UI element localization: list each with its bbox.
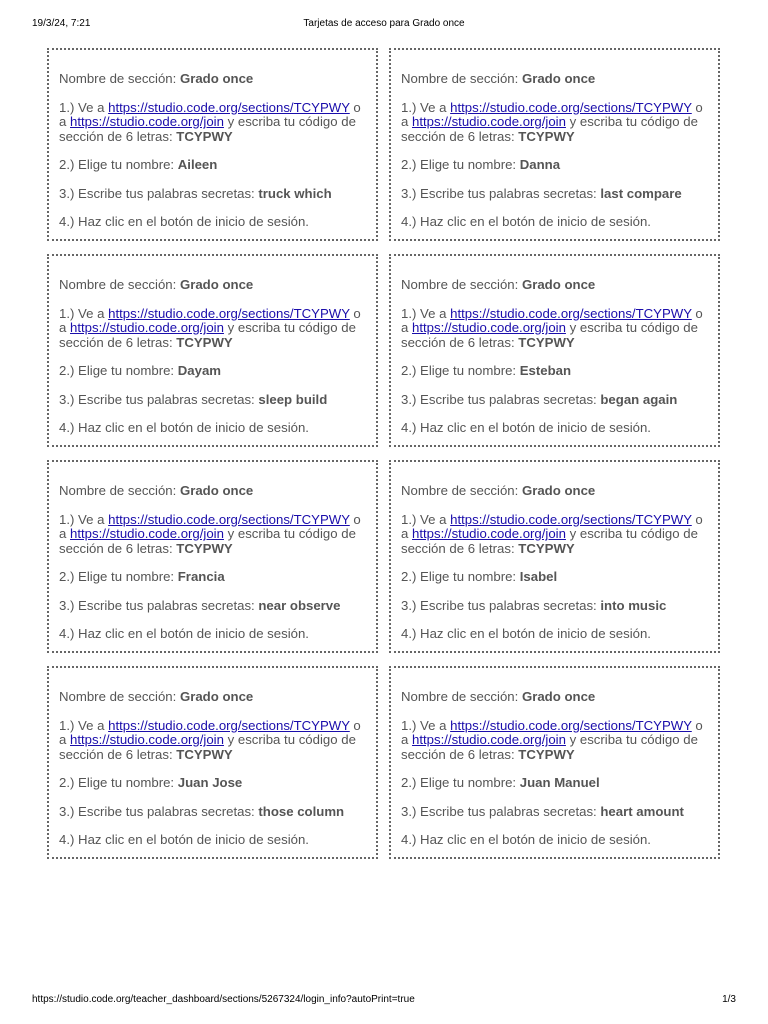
step1-prefix: 1.) Ve a	[401, 511, 451, 527]
step-1	[59, 101, 366, 145]
section-code: TCYPWY	[518, 128, 575, 144]
step-1	[59, 513, 366, 557]
section-name: Grado once	[179, 71, 254, 86]
step2-prefix: 2.) Elige tu nombre:	[401, 363, 520, 378]
secret-words: truck which	[258, 185, 332, 201]
section-name: Grado once	[521, 277, 596, 292]
section-name: Grado once	[521, 483, 596, 498]
print-datetime: 19/3/24, 7:21	[32, 18, 91, 29]
step2-prefix: 2.) Elige tu nombre:	[59, 363, 178, 378]
login-card	[389, 460, 720, 653]
step-1	[59, 719, 366, 763]
section-label: Nombre de sección:	[59, 71, 180, 86]
login-card	[389, 254, 720, 447]
section-label: Nombre de sección:	[59, 483, 180, 498]
print-title: Tarjetas de acceso para Grado once	[303, 18, 465, 29]
section-line	[59, 484, 366, 499]
secret-words: heart amount	[600, 803, 684, 819]
section-link[interactable]: https://studio.code.org/sections/TCYPWY	[108, 511, 350, 527]
step2-prefix: 2.) Elige tu nombre:	[59, 157, 178, 172]
step-4: 4.) Haz clic en el botón de inicio de sesión.	[59, 214, 309, 229]
join-link[interactable]: https://studio.code.org/join	[412, 732, 566, 747]
step3-prefix: 3.) Escribe tus palabras secretas:	[59, 597, 259, 613]
step-2	[59, 776, 366, 791]
step3-prefix: 3.) Escribe tus palabras secretas:	[59, 803, 259, 819]
step1-prefix: 1.) Ve a	[401, 99, 451, 115]
step-4: 4.) Haz clic en el botón de inicio de sesión.	[59, 832, 309, 847]
step-1	[401, 513, 708, 557]
login-card	[389, 666, 720, 859]
section-code: TCYPWY	[518, 334, 575, 350]
step1-prefix: 1.) Ve a	[59, 99, 109, 115]
login-card	[47, 254, 378, 447]
section-link[interactable]: https://studio.code.org/sections/TCYPWY	[108, 717, 350, 733]
secret-words: those column	[258, 803, 345, 819]
step-2	[59, 570, 366, 585]
section-code: TCYPWY	[176, 540, 233, 556]
step1-prefix: 1.) Ve a	[401, 305, 451, 321]
step1-mid: y escriba tu código de sección de 6 letras:	[59, 114, 356, 144]
step1-mid: y escriba tu código de sección de 6 letras:	[59, 732, 356, 762]
student-name: Esteban	[519, 363, 572, 378]
step-2	[401, 570, 708, 585]
print-footer	[0, 992, 768, 1008]
student-name: Danna	[519, 157, 561, 172]
print-header	[0, 16, 768, 32]
step2-prefix: 2.) Elige tu nombre:	[401, 157, 520, 172]
section-label: Nombre de sección:	[401, 483, 522, 498]
secret-words: sleep build	[258, 391, 328, 407]
secret-words: began again	[600, 391, 678, 407]
section-line	[59, 72, 366, 87]
step1-mid: y escriba tu código de sección de 6 letras:	[401, 320, 698, 350]
step-2	[401, 158, 708, 173]
secret-words: into music	[600, 597, 667, 613]
step1-mid: y escriba tu código de sección de 6 letras:	[401, 114, 698, 144]
section-name: Grado once	[521, 689, 596, 704]
step2-prefix: 2.) Elige tu nombre:	[401, 569, 520, 584]
step3-prefix: 3.) Escribe tus palabras secretas:	[59, 185, 259, 201]
join-link[interactable]: https://studio.code.org/join	[70, 320, 224, 335]
secret-words: last compare	[600, 185, 682, 201]
step-3	[401, 393, 708, 408]
step-1	[59, 307, 366, 351]
step-3	[401, 599, 708, 614]
student-name: Aileen	[177, 157, 218, 172]
step-4: 4.) Haz clic en el botón de inicio de sesión.	[59, 420, 309, 435]
step-2	[401, 364, 708, 379]
step1-or: o a	[59, 511, 361, 541]
step-3	[59, 805, 366, 820]
section-code: TCYPWY	[518, 746, 575, 762]
section-line	[401, 278, 708, 293]
section-label: Nombre de sección:	[401, 277, 522, 292]
step-4: 4.) Haz clic en el botón de inicio de sesión.	[401, 832, 651, 847]
section-line	[401, 484, 708, 499]
step-3	[401, 805, 708, 820]
section-label: Nombre de sección:	[59, 277, 180, 292]
section-name: Grado once	[179, 483, 254, 498]
step3-prefix: 3.) Escribe tus palabras secretas:	[59, 391, 259, 407]
step3-prefix: 3.) Escribe tus palabras secretas:	[401, 597, 601, 613]
section-name: Grado once	[521, 71, 596, 86]
step1-or: o a	[401, 717, 703, 747]
section-code: TCYPWY	[176, 334, 233, 350]
login-cards-grid	[47, 48, 720, 859]
student-name: Juan Manuel	[519, 775, 600, 790]
join-link[interactable]: https://studio.code.org/join	[70, 526, 224, 541]
step-4: 4.) Haz clic en el botón de inicio de sesión.	[401, 420, 651, 435]
step1-prefix: 1.) Ve a	[401, 717, 451, 733]
step-3	[59, 187, 366, 202]
step-1	[401, 101, 708, 145]
join-link[interactable]: https://studio.code.org/join	[412, 320, 566, 335]
section-name: Grado once	[179, 689, 254, 704]
section-label: Nombre de sección:	[401, 71, 522, 86]
step2-prefix: 2.) Elige tu nombre:	[59, 775, 178, 790]
step1-prefix: 1.) Ve a	[59, 511, 109, 527]
step-4: 4.) Haz clic en el botón de inicio de sesión.	[401, 626, 651, 641]
page-number: 1/3	[722, 994, 736, 1005]
section-line	[59, 278, 366, 293]
section-link[interactable]: https://studio.code.org/sections/TCYPWY	[450, 99, 692, 115]
step1-mid: y escriba tu código de sección de 6 letras:	[59, 526, 356, 556]
step1-mid: y escriba tu código de sección de 6 letras:	[401, 526, 698, 556]
step-4: 4.) Haz clic en el botón de inicio de sesión.	[59, 626, 309, 641]
section-name: Grado once	[179, 277, 254, 292]
step2-prefix: 2.) Elige tu nombre:	[401, 775, 520, 790]
section-label: Nombre de sección:	[401, 689, 522, 704]
section-line	[401, 690, 708, 705]
section-link[interactable]: https://studio.code.org/sections/TCYPWY	[108, 305, 350, 321]
step2-prefix: 2.) Elige tu nombre:	[59, 569, 178, 584]
section-link[interactable]: https://studio.code.org/sections/TCYPWY	[450, 717, 692, 733]
step1-mid: y escriba tu código de sección de 6 letras:	[401, 732, 698, 762]
student-name: Isabel	[519, 569, 558, 584]
step1-prefix: 1.) Ve a	[59, 717, 109, 733]
section-code: TCYPWY	[518, 540, 575, 556]
step-2	[59, 364, 366, 379]
print-url: https://studio.code.org/teacher_dashboard/sections/5267324/login_info?autoPrint=true	[32, 994, 415, 1005]
step1-prefix: 1.) Ve a	[59, 305, 109, 321]
secret-words: near observe	[258, 597, 341, 613]
section-link[interactable]: https://studio.code.org/sections/TCYPWY	[450, 305, 692, 321]
step1-or: o a	[59, 99, 361, 129]
step1-or: o a	[401, 305, 703, 335]
step3-prefix: 3.) Escribe tus palabras secretas:	[401, 803, 601, 819]
step1-or: o a	[401, 99, 703, 129]
student-name: Francia	[177, 569, 225, 584]
step3-prefix: 3.) Escribe tus palabras secretas:	[401, 391, 601, 407]
step-3	[59, 393, 366, 408]
section-label: Nombre de sección:	[59, 689, 180, 704]
step-3	[401, 187, 708, 202]
join-link[interactable]: https://studio.code.org/join	[70, 732, 224, 747]
step-1	[401, 307, 708, 351]
section-link[interactable]: https://studio.code.org/sections/TCYPWY	[108, 99, 350, 115]
section-link[interactable]: https://studio.code.org/sections/TCYPWY	[450, 511, 692, 527]
section-code: TCYPWY	[176, 746, 233, 762]
step-2	[59, 158, 366, 173]
login-card	[389, 48, 720, 241]
step-4: 4.) Haz clic en el botón de inicio de sesión.	[401, 214, 651, 229]
step-1	[401, 719, 708, 763]
login-card	[47, 48, 378, 241]
join-link[interactable]: https://studio.code.org/join	[412, 526, 566, 541]
student-name: Juan Jose	[177, 775, 243, 790]
step3-prefix: 3.) Escribe tus palabras secretas:	[401, 185, 601, 201]
step-2	[401, 776, 708, 791]
step1-or: o a	[401, 511, 703, 541]
step-3	[59, 599, 366, 614]
section-line	[401, 72, 708, 87]
section-code: TCYPWY	[176, 128, 233, 144]
step1-mid: y escriba tu código de sección de 6 letras:	[59, 320, 356, 350]
login-card	[47, 460, 378, 653]
join-link[interactable]: https://studio.code.org/join	[412, 114, 566, 129]
step1-or: o a	[59, 305, 361, 335]
login-card	[47, 666, 378, 859]
section-line	[59, 690, 366, 705]
student-name: Dayam	[177, 363, 222, 378]
join-link[interactable]: https://studio.code.org/join	[70, 114, 224, 129]
step1-or: o a	[59, 717, 361, 747]
